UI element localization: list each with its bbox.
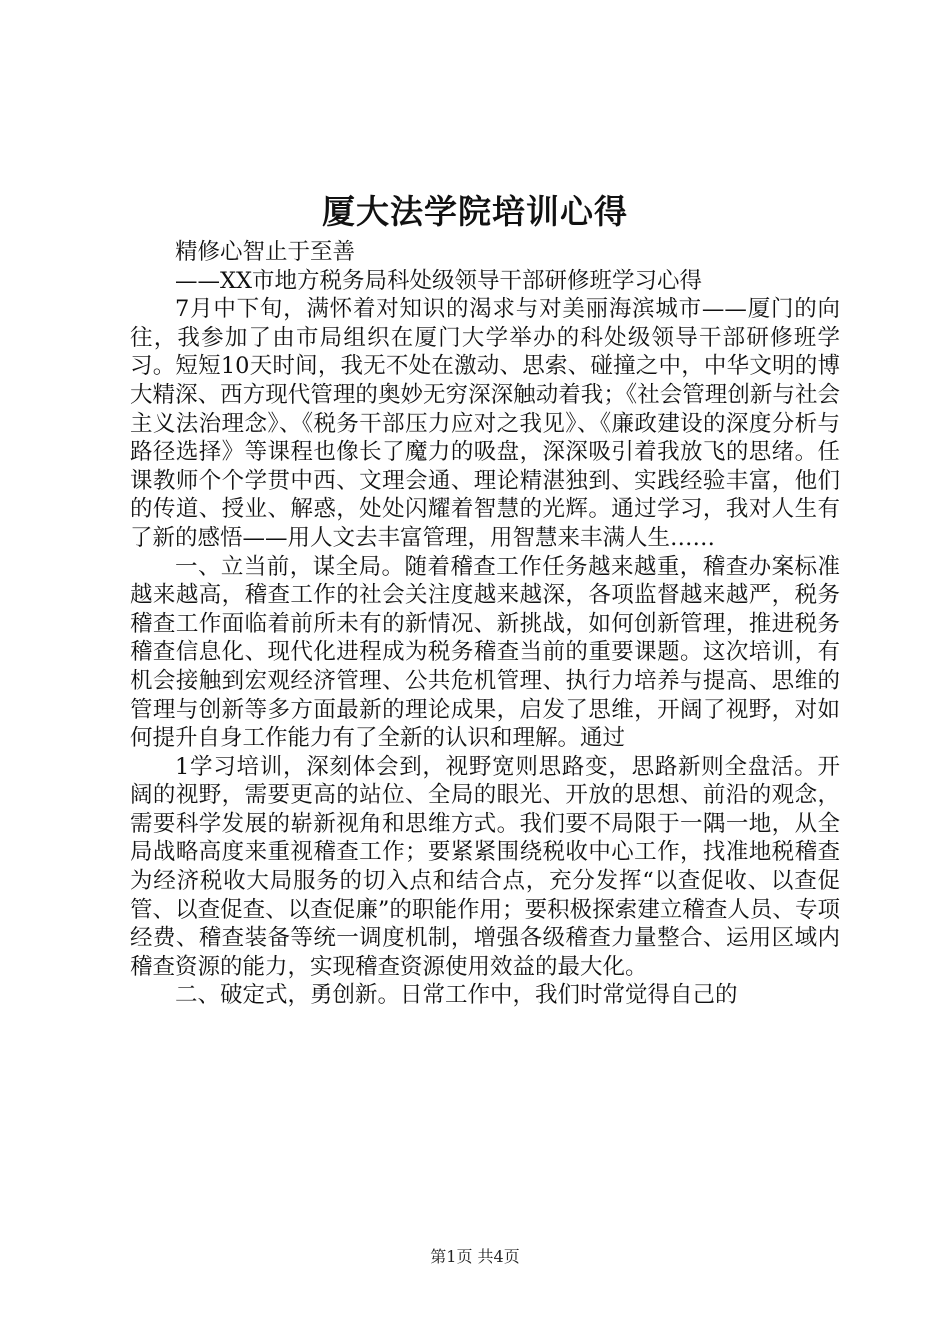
body-paragraph: 一、立当前，谋全局。随着稽查工作任务越来越重，稽查办案标准越来越高，稽查工作的社会关注度越来越深，各项监督越来越严，税务稽查工作面临着前所未有的新情况、新挑战，如何创新管理，推进税务稽查信息化、现代化进程成为税务稽查当前的重要课题。这次培训，有机会接触到宏观经济管理、公共危机管理、执行力培养与提高、思维的管理与创新等多方面最新的理论成果，启发了思维，开阔了视野，对如何提升自身工作能力有了全新的认识和理解。通过 [130, 553, 840, 752]
document-body [130, 238, 840, 1010]
body-paragraph: 二、破定式，勇创新。日常工作中，我们时常觉得自己的 [175, 982, 738, 1009]
subtitle-line: ——XX市地方税务局科处级领导干部研修班学习心得 [175, 267, 703, 294]
body-paragraph: 7月中下旬，满怀着对知识的渴求与对美丽海滨城市——厦门的向往，我参加了由市局组织在厦门大学举办的科处级领导干部研修班学习。短短10天时间，我无不处在激动、思索、碰撞之中，中华文明的博大精深、西方现代管理的奥妙无穷深深触动着我；《社会管理创新与社会主义法治理念》、《税务干部压力应对之我见》、《廉政建设的深度分析与路径选择》等课程也像长了魔力的吸盘，深深吸引着我放飞的思绪。任课教师个个学贯中西、文理会通、理论精湛独到、实践经验丰富，他们的传道、授业、解惑，处处闪耀着智慧的光辉。通过学习，我对人生有了新的感悟——用人文去丰富管理，用智慧来丰满人生…… [130, 296, 840, 551]
subtitle-line: 精修心智止于至善 [175, 239, 356, 265]
page-footer: 第1页 共4页 [430, 1247, 520, 1266]
body-paragraph: 1学习培训，深刻体会到，视野宽则思路变，思路新则全盘活。开阔的视野，需要更高的站位、全局的眼光、开放的思想、前沿的观念，需要科学发展的崭新视角和思维方式。我们要不局限于一隅一地，从全局战略高度来重视稽查工作；要紧紧围绕税收中心工作，找准地税稽查为经济税收大局服务的切入点和结合点，充分发挥“以查促收、以查促管、以查促查、以查促廉”的职能作用；要积极探索建立稽查人员、专项经费、稽查装备等统一调度机制，增强各级稽查力量整合、运用区域内稽查资源的能力，实现稽查资源使用效益的最大化。 [130, 753, 840, 980]
document-title: 厦大法学院培训心得 [322, 192, 628, 231]
